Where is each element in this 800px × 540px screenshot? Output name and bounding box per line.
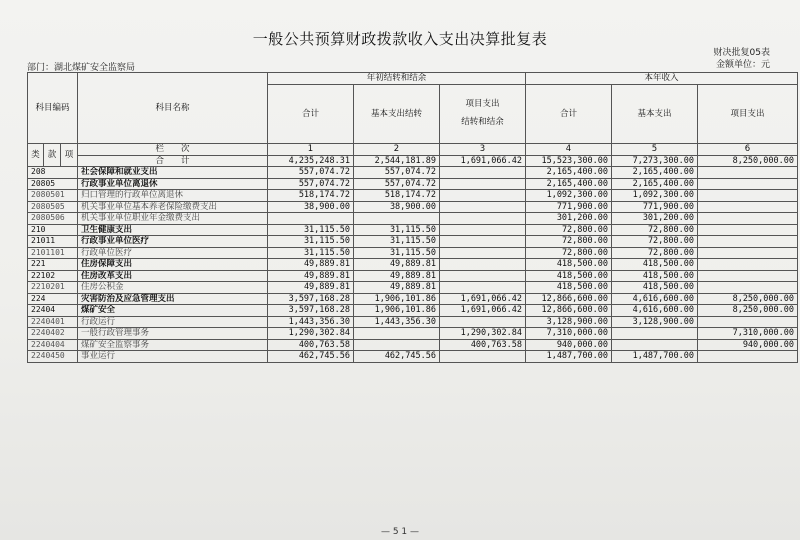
row-value: 72,800.00 (526, 236, 612, 248)
row-value (440, 201, 526, 213)
row-code: 2080501 (28, 190, 78, 202)
row-value (440, 259, 526, 271)
table-row (28, 293, 798, 305)
row-value: 771,900.00 (526, 201, 612, 213)
row-value: 1,092,300.00 (612, 190, 698, 202)
grand-total-cell: 1,691,066.42 (440, 155, 526, 167)
row-value: 771,900.00 (612, 201, 698, 213)
row-value (440, 270, 526, 282)
row-value (698, 316, 798, 328)
row-value: 518,174.72 (268, 190, 354, 202)
row-value: 1,290,302.84 (440, 328, 526, 340)
col-num-5: 5 (612, 144, 698, 156)
table-row (28, 259, 798, 271)
row-value (698, 247, 798, 259)
table-row (28, 213, 798, 225)
grand-total-cell: 4,235,248.31 (268, 155, 354, 167)
header-subject-name: 科目名称 (78, 73, 268, 144)
row-value: 1,290,302.84 (268, 328, 354, 340)
row-value: 557,074.72 (268, 167, 354, 179)
department-label: 部门：湖北煤矿安全监察局 (27, 63, 136, 73)
header-project-expense: 项目支出 (698, 84, 798, 144)
row-value (440, 351, 526, 363)
row-value: 1,906,101.86 (354, 293, 440, 305)
header-income-group: 本年收入 (526, 73, 798, 85)
header-subject-code: 科目编码 (28, 73, 78, 144)
row-value (698, 167, 798, 179)
row-value (440, 190, 526, 202)
row-value (698, 190, 798, 202)
row-value: 12,866,600.00 (526, 305, 612, 317)
row-name: 机关事业单位职业年金缴费支出 (78, 213, 268, 225)
row-value: 38,900.00 (268, 201, 354, 213)
row-code: 2080505 (28, 201, 78, 213)
row-name: 煤矿安全监察事务 (78, 339, 268, 351)
table-row (28, 339, 798, 351)
header-total-1: 合计 (268, 84, 354, 144)
row-value: 3,128,900.00 (612, 316, 698, 328)
row-code: 2240450 (28, 351, 78, 363)
row-value: 418,500.00 (526, 259, 612, 271)
row-value: 1,443,356.30 (354, 316, 440, 328)
row-value: 418,500.00 (612, 282, 698, 294)
row-value (440, 236, 526, 248)
row-value: 8,250,000.00 (698, 293, 798, 305)
row-value: 557,074.72 (268, 178, 354, 190)
row-value: 4,616,600.00 (612, 305, 698, 317)
row-name: 灾害防治及应急管理支出 (78, 293, 268, 305)
table-row (28, 270, 798, 282)
row-value (612, 339, 698, 351)
row-value: 31,115.50 (268, 236, 354, 248)
row-value (354, 213, 440, 225)
col-num-4: 4 (526, 144, 612, 156)
row-value: 3,128,900.00 (526, 316, 612, 328)
row-value: 3,597,168.28 (268, 305, 354, 317)
row-value (698, 178, 798, 190)
row-value: 1,443,356.30 (268, 316, 354, 328)
row-value: 72,800.00 (526, 247, 612, 259)
row-value: 1,906,101.86 (354, 305, 440, 317)
row-code: 2210201 (28, 282, 78, 294)
approval-table (27, 72, 798, 363)
table-row (28, 282, 798, 294)
row-value (440, 213, 526, 225)
row-value: 49,889.81 (268, 282, 354, 294)
row-code: 2240402 (28, 328, 78, 340)
row-code: 208 (28, 167, 78, 179)
row-value: 4,616,600.00 (612, 293, 698, 305)
grand-total-label: 合 计 (78, 155, 268, 167)
row-value: 38,900.00 (354, 201, 440, 213)
grand-total-cell: 2,544,181.89 (354, 155, 440, 167)
row-value: 2,165,400.00 (612, 178, 698, 190)
row-value: 31,115.50 (354, 236, 440, 248)
header-project-carryover: 项目支出 结转和结余 (440, 84, 526, 144)
row-name: 住房改革支出 (78, 270, 268, 282)
header-xiang: 项 (61, 144, 78, 167)
row-value (440, 247, 526, 259)
row-code: 221 (28, 259, 78, 271)
row-code: 2240401 (28, 316, 78, 328)
row-code: 2101101 (28, 247, 78, 259)
row-value: 3,597,168.28 (268, 293, 354, 305)
row-value: 31,115.50 (268, 247, 354, 259)
table-row (28, 305, 798, 317)
row-name: 行政单位医疗 (78, 247, 268, 259)
row-name: 归口管理的行政单位离退休 (78, 190, 268, 202)
row-value: 12,866,600.00 (526, 293, 612, 305)
grand-total-cell: 8,250,000.00 (698, 155, 798, 167)
col-num-2: 2 (354, 144, 440, 156)
header-carryover-group: 年初结转和结余 (268, 73, 526, 85)
row-name: 行政运行 (78, 316, 268, 328)
row-value: 940,000.00 (698, 339, 798, 351)
row-value: 418,500.00 (526, 282, 612, 294)
row-value: 518,174.72 (354, 190, 440, 202)
row-value: 301,200.00 (612, 213, 698, 225)
row-value: 400,763.58 (440, 339, 526, 351)
row-value: 2,165,400.00 (526, 167, 612, 179)
row-value: 31,115.50 (354, 247, 440, 259)
row-value: 49,889.81 (268, 270, 354, 282)
grand-total-cell: 7,273,300.00 (612, 155, 698, 167)
row-value: 7,310,000.00 (526, 328, 612, 340)
row-value (698, 282, 798, 294)
table-row (28, 201, 798, 213)
grand-total-cell: 15,523,300.00 (526, 155, 612, 167)
document-title: 一般公共预算财政拨款收入支出决算批复表 (252, 30, 548, 48)
grand-total-row (28, 155, 798, 167)
page-number: — 5 1 — (380, 527, 420, 537)
table-row (28, 351, 798, 363)
header-kuan: 款 (44, 144, 61, 167)
row-value: 418,500.00 (612, 270, 698, 282)
row-name: 住房保障支出 (78, 259, 268, 271)
row-code: 20805 (28, 178, 78, 190)
row-value (440, 224, 526, 236)
row-value: 7,310,000.00 (698, 328, 798, 340)
header-lei: 类 (28, 144, 44, 167)
row-value: 1,691,066.42 (440, 293, 526, 305)
row-name: 煤矿安全 (78, 305, 268, 317)
row-value (698, 259, 798, 271)
header-basic-expense: 基本支出 (612, 84, 698, 144)
row-value (612, 328, 698, 340)
col-num-6: 6 (698, 144, 798, 156)
row-value: 1,691,066.42 (440, 305, 526, 317)
table-row (28, 190, 798, 202)
row-value: 400,763.58 (268, 339, 354, 351)
amount-unit: 金额单位：元 (715, 60, 770, 70)
row-value: 8,250,000.00 (698, 305, 798, 317)
table-row (28, 316, 798, 328)
table-row (28, 236, 798, 248)
row-value: 557,074.72 (354, 167, 440, 179)
row-value (440, 167, 526, 179)
row-value: 49,889.81 (354, 282, 440, 294)
row-value: 940,000.00 (526, 339, 612, 351)
table-row (28, 247, 798, 259)
row-name: 住房公积金 (78, 282, 268, 294)
row-name: 一般行政管理事务 (78, 328, 268, 340)
row-value: 462,745.56 (354, 351, 440, 363)
table-row (28, 167, 798, 179)
row-value (698, 213, 798, 225)
header-total-2: 合计 (526, 84, 612, 144)
row-code: 224 (28, 293, 78, 305)
row-name: 行政事业单位医疗 (78, 236, 268, 248)
row-value: 418,500.00 (612, 259, 698, 271)
row-value: 1,092,300.00 (526, 190, 612, 202)
row-value (698, 236, 798, 248)
row-value (698, 270, 798, 282)
row-name: 卫生健康支出 (78, 224, 268, 236)
table-row (28, 224, 798, 236)
row-value: 462,745.56 (268, 351, 354, 363)
row-value: 49,889.81 (268, 259, 354, 271)
row-value (354, 328, 440, 340)
row-code: 2080506 (28, 213, 78, 225)
row-value: 418,500.00 (526, 270, 612, 282)
row-value: 49,889.81 (354, 259, 440, 271)
col-num-1: 1 (268, 144, 354, 156)
row-value (354, 339, 440, 351)
row-value: 72,800.00 (612, 236, 698, 248)
row-value: 2,165,400.00 (526, 178, 612, 190)
row-value (268, 213, 354, 225)
form-code: 财决批复05表 (713, 48, 770, 58)
row-code: 22404 (28, 305, 78, 317)
row-value (698, 201, 798, 213)
row-value: 557,074.72 (354, 178, 440, 190)
row-value: 301,200.00 (526, 213, 612, 225)
row-value (440, 282, 526, 294)
row-value: 72,800.00 (612, 247, 698, 259)
row-code: 2240404 (28, 339, 78, 351)
row-value: 31,115.50 (354, 224, 440, 236)
row-value: 49,889.81 (354, 270, 440, 282)
row-value (698, 224, 798, 236)
row-value (440, 316, 526, 328)
row-value: 1,487,700.00 (612, 351, 698, 363)
column-index-label: 栏 次 (78, 144, 268, 156)
row-value: 72,800.00 (612, 224, 698, 236)
row-value: 72,800.00 (526, 224, 612, 236)
row-value (698, 351, 798, 363)
row-name: 行政事业单位离退休 (78, 178, 268, 190)
row-value (440, 178, 526, 190)
row-name: 事业运行 (78, 351, 268, 363)
row-code: 210 (28, 224, 78, 236)
row-code: 22102 (28, 270, 78, 282)
row-value: 31,115.50 (268, 224, 354, 236)
row-name: 社会保障和就业支出 (78, 167, 268, 179)
row-value: 1,487,700.00 (526, 351, 612, 363)
header-basic-carryover: 基本支出结转 (354, 84, 440, 144)
row-code: 21011 (28, 236, 78, 248)
table-row (28, 178, 798, 190)
table-row (28, 328, 798, 340)
col-num-3: 3 (440, 144, 526, 156)
row-name: 机关事业单位基本养老保险缴费支出 (78, 201, 268, 213)
row-value: 2,165,400.00 (612, 167, 698, 179)
